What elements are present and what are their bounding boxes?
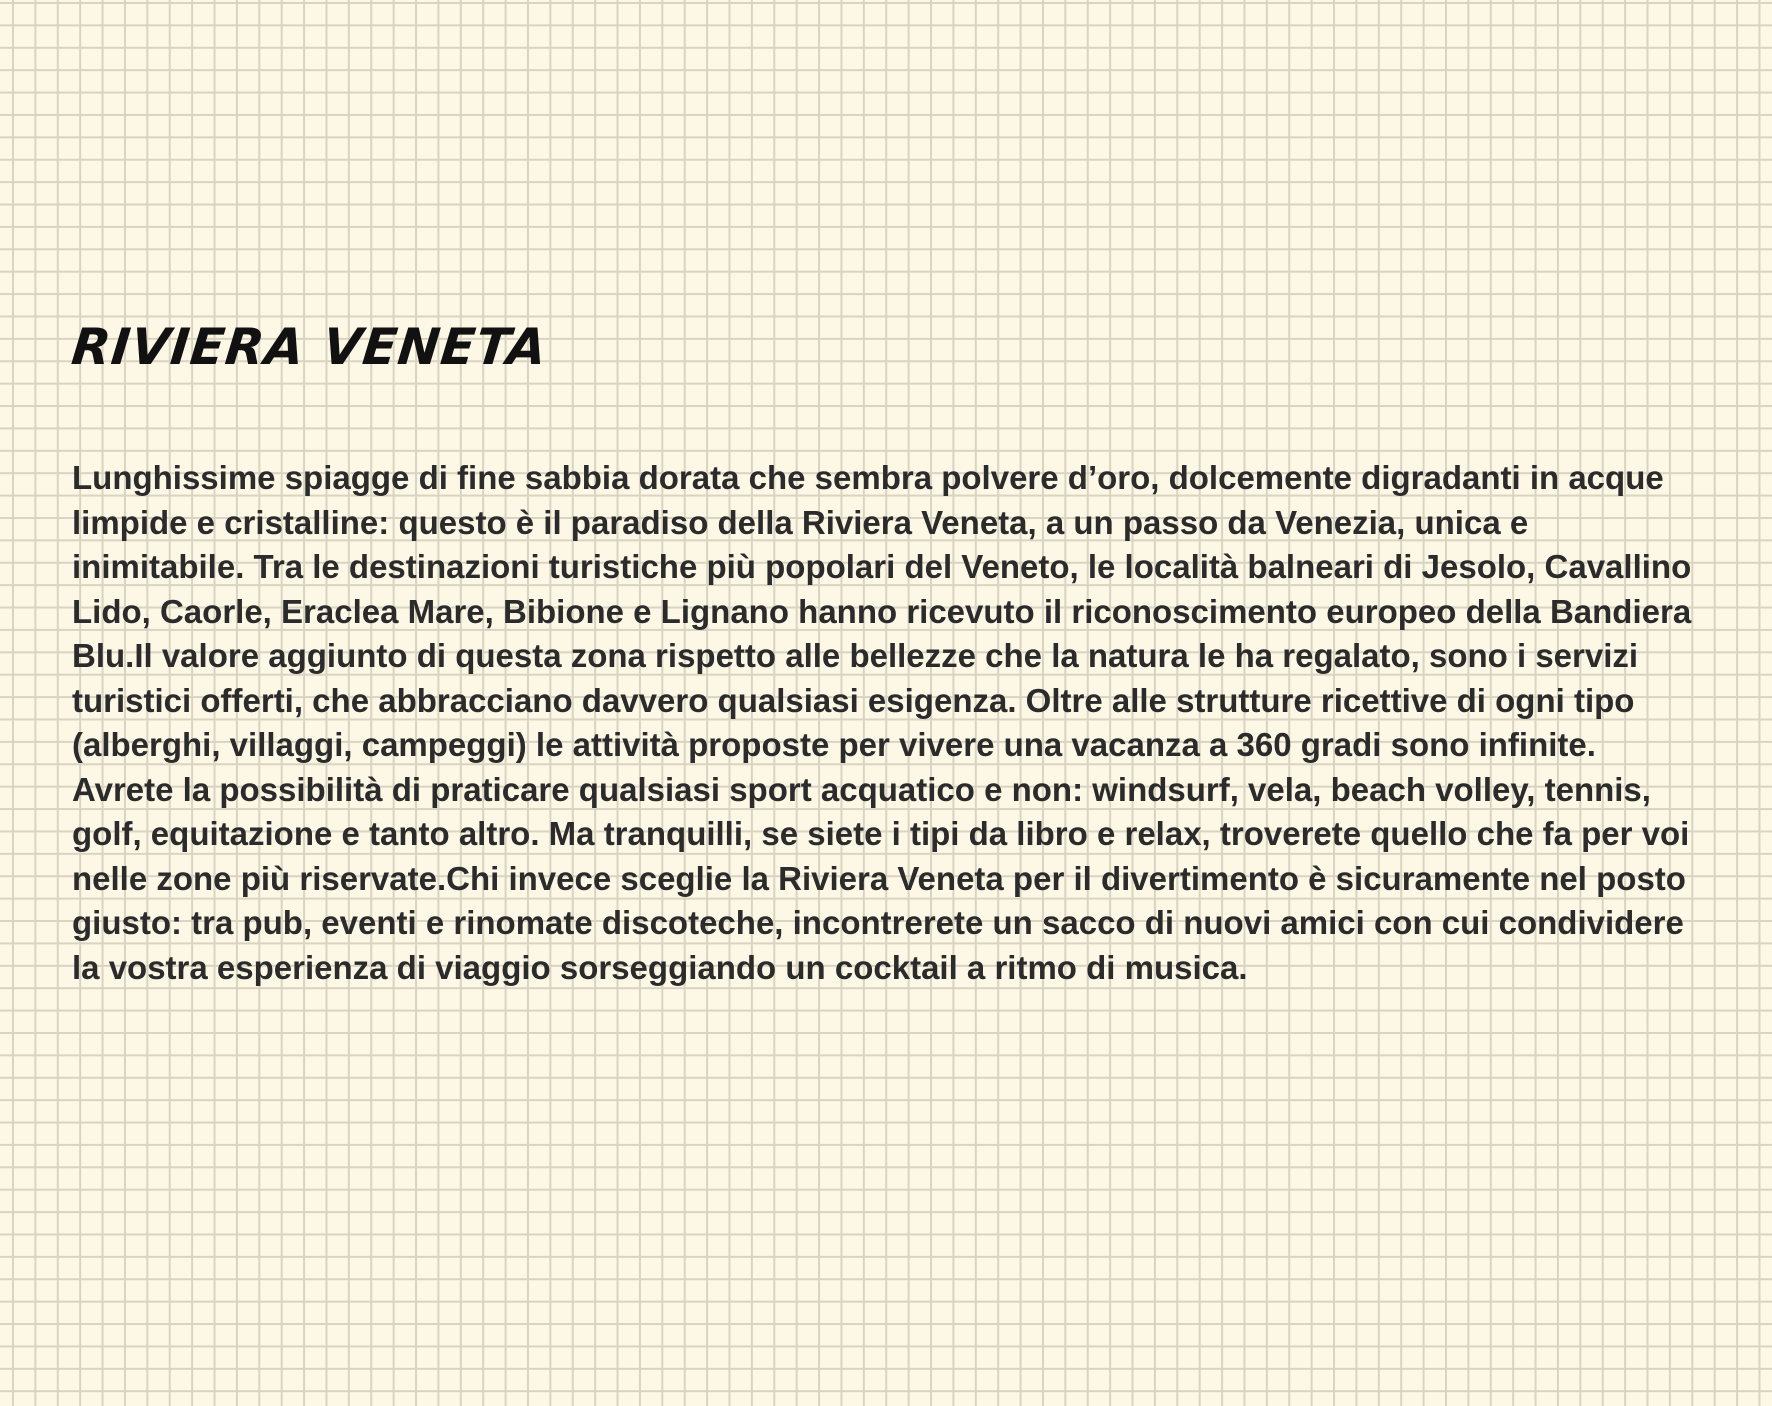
page-title: RIVIERA VENETA [68, 318, 550, 376]
body-paragraph: Lunghissime spiagge di fine sabbia dorata che sembra polvere d’oro, dolcemente digradanti in acque limpide e cristalline: questo è il paradiso della Riviera Veneta, a un passo da Venezia, unica e inimitabile. Tra le destinazioni turistiche più popolari del Veneto, le località balneari di Jesolo, Cavallino Lido, Caorle, Eraclea Mare, Bibione e Lignano hanno ricevuto il riconoscimento europeo della Bandiera Blu.Il valore aggiunto di questa zona rispetto alle bellezze che la natura le ha regalato, sono i servizi turistici offerti, che abbracciano davvero qualsiasi esigenza. Oltre alle strutture ricettive di ogni tipo (alberghi, villaggi, campeggi) le attività proposte per vivere una vacanza a 360 gradi sono infinite. Avrete la possibilità di praticare qualsiasi sport acquatico e non: windsurf, vela, beach volley, tennis, golf, equitazione e tanto altro. Ma tranquilli, se siete i tipi da libro e relax, troverete quello che fa per voi nelle zone più riservate.Chi invece sceglie la Riviera Veneta per il divertimento è sicuramente nel posto giusto: tra pub, eventi e rinomate discoteche, incontrerete un sacco di nuovi amici con cui condividere la vostra esperienza di viaggio sorseggiando un cocktail a ritmo di musica. [72, 459, 1692, 986]
